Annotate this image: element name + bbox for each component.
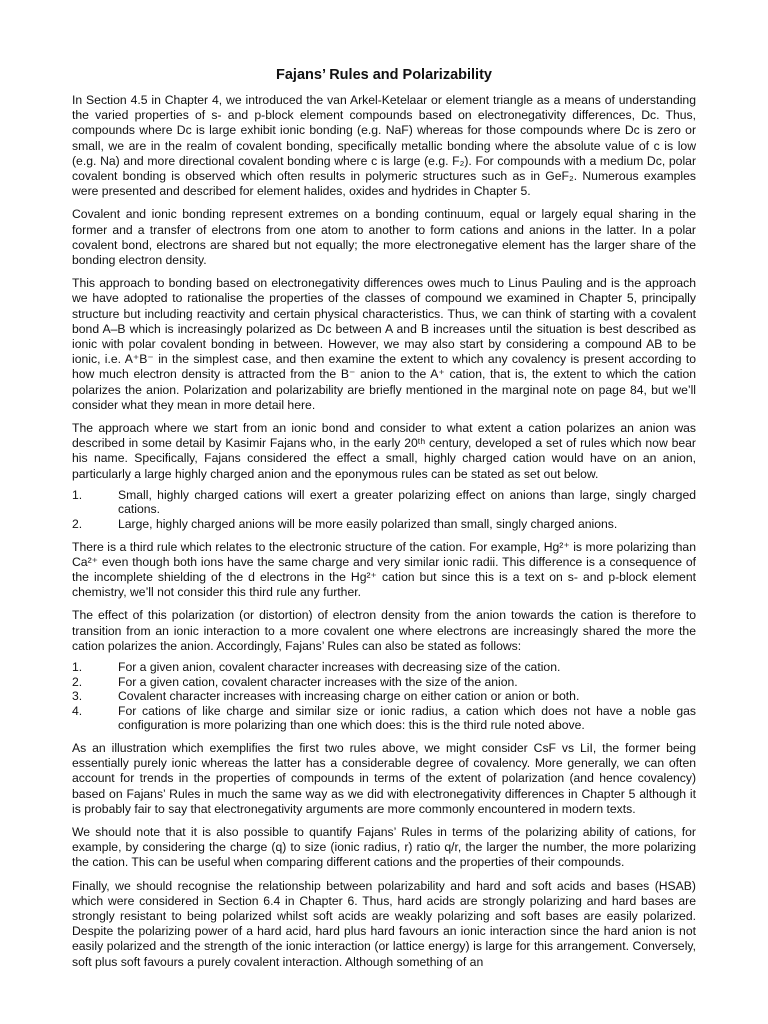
- list-text: Covalent character increases with increasing charge on either cation or anion or both.: [118, 689, 580, 704]
- rules-list-1: [72, 488, 696, 532]
- rules-list-2: [72, 660, 696, 733]
- list-number: 3.: [72, 689, 83, 704]
- list-text: Small, highly charged cations will exert a greater polarizing effect on anions than large, singly charged cations.: [118, 487, 696, 517]
- document-page: [72, 66, 696, 978]
- list-item: [72, 675, 696, 690]
- list-text: Large, highly charged anions will be more easily polarized than small, singly charged anions.: [118, 517, 618, 532]
- list-item: [72, 660, 696, 675]
- list-item: [72, 488, 696, 517]
- list-text: For a given cation, covalent character increases with the size of the anion.: [118, 674, 518, 689]
- paragraph: As an illustration which exemplifies the first two rules above, we might consider CsF vs LiI, the former being essentially purely ionic whereas the latter has a considerable degree of covalency. More generally, we can often account for trends in the properties of compounds in terms of the extent of polarization (and hence covalency) based on Fajans’ Rules in much the same way as we did with electronegativity differences in Chapter 5 although it is probably fair to say that electronegativity arguments are more commonly encountered in modern texts.: [72, 741, 696, 816]
- list-number: 2.: [72, 674, 83, 689]
- list-item: [72, 689, 696, 704]
- paragraph: Finally, we should recognise the relationship between polarizability and hard and soft acids and bases (HSAB) which were considered in Section 6.4 in Chapter 6. Thus, hard acids are strongly polarizing and hard bases are strongly resistant to being polarized whilst soft acids are weakly polarizing and soft bases are easily polarized. Despite the polarizing power of a hard acid, hard plus hard favours an ionic interaction since the hard anion is not easily polarized and the strength of the ionic interaction (or lattice energy) is large for this arrangement. Conversely, soft plus soft favours a purely covalent interaction. Although something of an: [72, 878, 696, 969]
- paragraph: Covalent and ionic bonding represent extremes on a bonding continuum, equal or largely equal sharing in the former and a transfer of electrons from one atom to another to form cations and anions in the latter. In a polar covalent bond, electrons are shared but not equally; the more electronegative element has the larger share of the bonding electron density.: [72, 207, 696, 268]
- page-title: Fajans’ Rules and Polarizability: [276, 67, 492, 83]
- paragraph: The effect of this polarization (or distortion) of electron density from the anion towards the cation is therefore to transition from an ionic interaction to a more covalent one where electrons are increasingly shared the more the cation polarizes the anion. Accordingly, Fajans’ Rules can also be stated as follows:: [72, 608, 696, 653]
- list-text: For cations of like charge and similar size or ionic radius, a cation which does not have a noble gas configuration is more polarizing than one which does: this is the third rule noted above.: [118, 703, 696, 733]
- list-item: [72, 517, 696, 532]
- paragraph: The approach where we start from an ionic bond and consider to what extent a cation polarizes an anion was described in some detail by Kasimir Fajans who, in the early 20ᵗʰ century, developed a set of rules which now bear his name. Specifically, Fajans considered the effect a small, highly charged cation would have on an anion, particularly a large highly charged anion and the eponymous rules can be stated as set out below.: [72, 421, 696, 481]
- list-item: [72, 704, 696, 733]
- paragraph: There is a third rule which relates to the electronic structure of the cation. For example, Hg²⁺ is more polarizing than Ca²⁺ even though both ions have the same charge and very similar ionic radii. This difference is a consequence of the incomplete shielding of the d electrons in the Hg²⁺ cation but since this is a text on s- and p-block element chemistry, we’ll not consider this third rule any further.: [72, 539, 696, 600]
- list-number: 1.: [72, 487, 83, 502]
- list-number: 4.: [72, 703, 83, 718]
- paragraph: This approach to bonding based on electronegativity differences owes much to Linus Pauling and is the approach we have adopted to rationalise the properties of the classes of compound we examined in Chapter 5, principally structure but including reactivity and certain physical characteristics. Thus, we can think of starting with a covalent bond A–B which is increasingly polarized as Dc between A and B increases until the situation is best described as ionic with polar covalent bonding in between. However, we may also start by considering a compound AB to be ionic, i.e. A⁺B⁻ in the simplest case, and then examine the extent to which any covalency is present according to how much electron density is attracted from the B⁻ anion to the A⁺ cation, that is, the extent to which the cation polarizes the anion. Polarization and polarizability are briefly mentioned in the marginal note on page 84, but we’ll consider what they mean in more detail here.: [72, 276, 696, 412]
- paragraph: In Section 4.5 in Chapter 4, we introduced the van Arkel-Ketelaar or element triangle as a means of understanding the varied properties of s- and p-block element compounds based on electronegativity differences, Dc. Thus, compounds where Dc is large exhibit ionic bonding (e.g. NaF) whereas for those compounds where Dc is zero or small, we are in the realm of covalent bonding, specifically metallic bonding where the absolute value of c is low (e.g. Na) and more directional covalent bonding where c is large (e.g. F₂). For compounds with a medium Dc, polar covalent bonding is observed which often results in polymeric structures such as in GeF₂. Numerous examples were presented and described for element halides, oxides and hydrides in Chapter 5.: [72, 93, 696, 199]
- list-number: 2.: [72, 517, 83, 532]
- list-number: 1.: [72, 660, 83, 675]
- list-text: For a given anion, covalent character increases with decreasing size of the cation.: [118, 660, 561, 675]
- paragraph: We should note that it is also possible to quantify Fajans’ Rules in terms of the polarizing ability of cations, for example, by considering the charge (q) to size (ionic radius, r) ratio q/r, the larger the number, the more polarizing the cation. This can be useful when comparing different cations and the properties of their compounds.: [72, 825, 696, 870]
